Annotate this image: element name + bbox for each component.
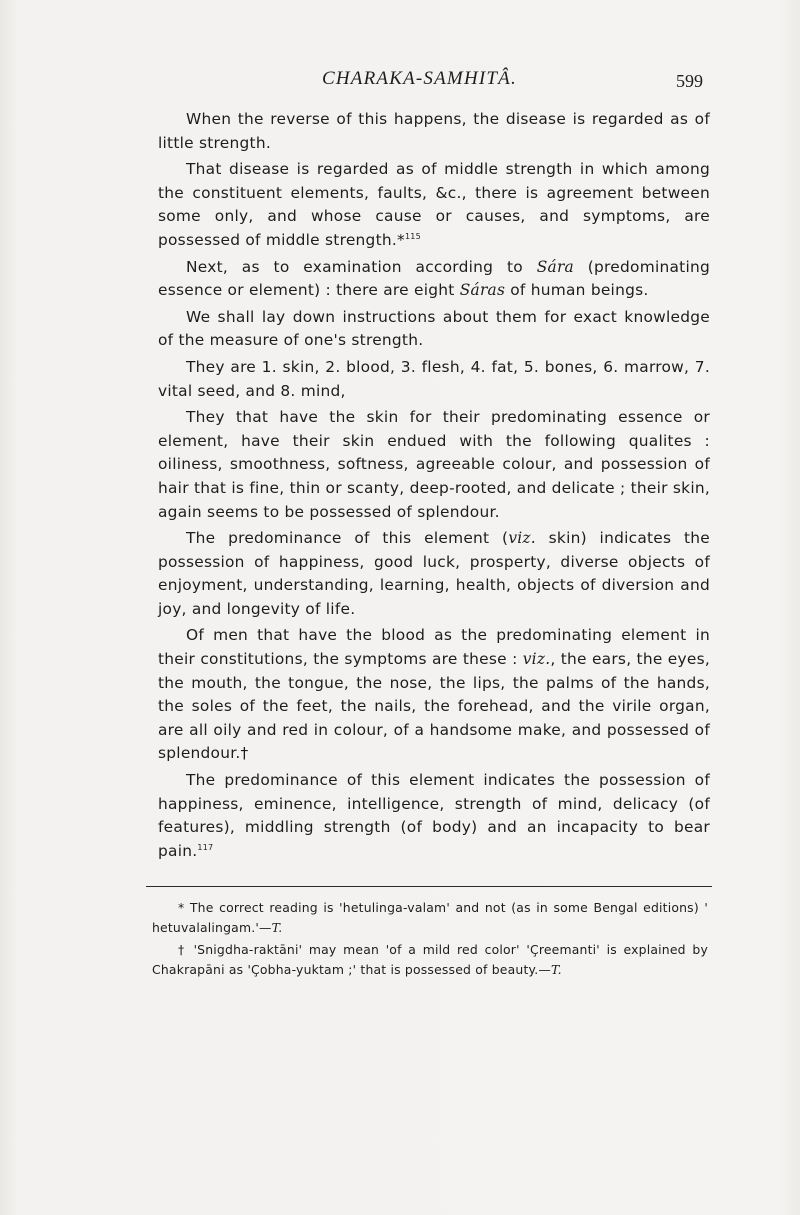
translator-signature: T.: [271, 919, 283, 935]
latin-term: viz.: [508, 529, 536, 548]
footnote-marker: 115: [404, 231, 421, 241]
sanskrit-term: Sáras: [459, 281, 506, 300]
running-title: CHARAKA-SAMHITÂ.: [322, 68, 517, 89]
paragraph: When the reverse of this happens, the disease is regarded as of little strength.: [158, 110, 710, 152]
footnote: * The correct reading is 'hetulinga-valam' and not (as in some Bengal editions) ' hetuvalalingam.'—T.: [152, 900, 708, 935]
sanskrit-term: Sára: [536, 257, 574, 276]
paragraph: The predominance of this element indicates the possession of happiness, eminence, intelligence, strength of mind, delicacy (of features), middling strength (of body) and an incapacity to bear pain.$^{117}$: [158, 771, 710, 860]
paragraph: That disease is regarded as of middle strength in which among the constituent elements, faults, &c., there is agreement between some only, and whose cause or causes, and symptoms, are possessed of middle strength.*$^{115}$: [158, 160, 710, 249]
paragraph: They that have the skin for their predominating essence or element, have their skin endued with the following qualites : oiliness, smoothness, softness, agreeable colour, and possession of hair that is fine, thin or scanty, deep-rooted, and delicate ; their skin, again seems to be possessed of splendour.: [158, 408, 710, 521]
latin-term: viz.: [522, 650, 551, 669]
footnotes: [152, 898, 708, 982]
paragraph: Next, as to examination according to Sára (predominating essence or element) : there are eight Sáras of human beings.: [158, 257, 710, 300]
paragraph: Of men that have the blood as the predominating element in their constitutions, the symptoms are these : viz., the ears, the eyes, the mouth, the tongue, the nose, the lips, the palms of the hands, the soles of the feet, the nails, the forehead, and the virile organ, are all oily and red in colour, of a handsome make, and possessed of splendour.†: [158, 626, 710, 763]
body-text: [158, 108, 710, 866]
footnote: † 'Snigdha-raktāni' may mean 'of a mild red color' 'Çreemanti' is explained by Chakrapāni as 'Çobha-yuktam ;' that is possessed of beauty.—T.: [152, 942, 708, 977]
page-number: 599: [676, 71, 703, 91]
paragraph: We shall lay down instructions about them for exact knowledge of the measure of one's strength.: [158, 307, 710, 350]
footnote-rule: [146, 886, 712, 887]
translator-signature: T.: [551, 961, 562, 977]
paragraph: They are 1. skin, 2. blood, 3. flesh, 4. fat, 5. bones, 6. marrow, 7. vital seed, and 8. mind,: [158, 357, 710, 400]
footnote-marker: 117: [197, 842, 214, 852]
running-head: [0, 68, 800, 98]
paragraph: The predominance of this element (viz. skin) indicates the possession of happiness, good luck, prosperty, diverse objects of enjoyment, understanding, learning, health, objects of diversion and joy, and longevity of life.: [158, 529, 710, 618]
